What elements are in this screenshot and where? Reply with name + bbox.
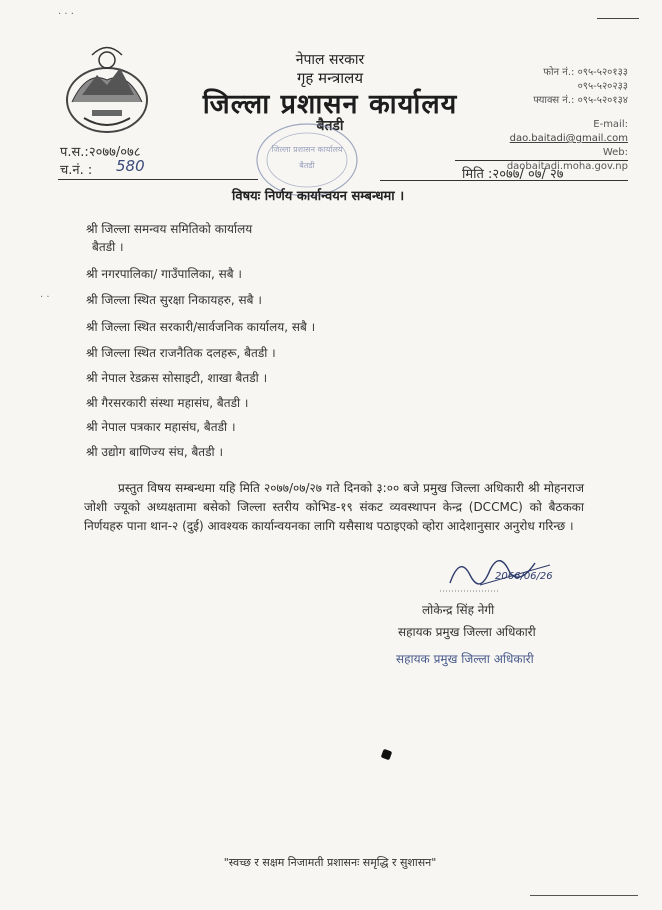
government-name: नेपाल सरकार	[295, 52, 365, 68]
nepal-emblem-icon	[62, 40, 152, 136]
district-name: बैतडी	[316, 118, 344, 134]
top-rule	[597, 18, 639, 19]
recipient-line: श्री जिल्ला स्थित सुरक्षा निकायहरु, सबै ।	[86, 293, 262, 307]
recipient-line: श्री उद्योग बाणिज्य संघ, बैतडी ।	[86, 445, 224, 459]
scan-marks: · ·	[40, 292, 50, 303]
reference-number: प.स.:२०७७/०७८	[60, 145, 141, 160]
recipient-line: श्री जिल्ला समन्वय समितिको कार्यालय	[86, 222, 253, 236]
fax-label: फ्याक्स नं.:	[533, 95, 575, 106]
web-label: Web:	[602, 147, 628, 158]
fax-line	[500, 94, 628, 108]
letter-date: मिति :२०७७/ ०७/ २७	[462, 167, 564, 182]
contact-block	[500, 66, 628, 174]
phone-line-2	[500, 80, 628, 94]
recipient-line: श्री नेपाल रेडक्रस सोसाइटी, शाखा बैतडी ।	[86, 371, 268, 385]
date-top-rule	[455, 160, 628, 161]
phone-number-1: ०९५-५२०१३३	[577, 67, 628, 78]
stamp-line-1: जिल्ला प्रशासन कार्यालय	[271, 145, 343, 154]
recipient-line: बैतडी ।	[92, 240, 124, 254]
letter-body: प्रस्तुत विषय सम्बन्धमा यहि मिति २०७७/०७/२७ गते दिनको ३:०० बजे प्रमुख जिल्ला अधिकारी श्री मोहनराज जोशी ज्यूको अध्यक्षतामा बसेको जिल्ला स्तरीय कोभिड-१९ संकट व्यवस्थापन केन्द्र (DCCMC) को बैठकका निर्णयहरु पाना थान-२ (दुई) आवश्यक कार्यान्वयनका लागि यसैसाथ पठाइएको व्होरा आदेशानुसार अनुरोध गरिन्छ ।	[84, 481, 584, 533]
recipient-line: श्री गैरसरकारी संस्था महासंघ, बैतडी ।	[86, 396, 249, 410]
ref-rule	[58, 179, 258, 180]
recipient-line: श्री जिल्ला स्थित सरकारी/सार्वजनिक कार्यालय, सबै ।	[86, 320, 316, 334]
signatory-name: लोकेन्द्र सिंह नेगी	[422, 603, 495, 617]
dispatch-number: 580	[116, 157, 145, 175]
email-link[interactable]: dao.baitadi@gmail.com	[509, 133, 628, 144]
footer-motto: "स्वच्छ र सक्षम निजामती प्रशासनः समृद्धि र सुशासन"	[223, 856, 437, 869]
recipient-line: श्री जिल्ला स्थित राजनैतिक दलहरू, बैतडी ।	[86, 346, 276, 360]
email-label: E-mail:	[593, 119, 628, 130]
signature-date: 2066/06/26	[495, 571, 553, 582]
ministry-name: गृह मन्त्रालय	[296, 69, 364, 87]
web-link[interactable]: daobaitadi.moha.gov.np	[506, 161, 628, 172]
dispatch-label: च.नं. :	[60, 163, 93, 178]
email-line	[500, 118, 628, 146]
scan-marks: · · ·	[58, 9, 74, 20]
fax-number: ०९५-५२०१३४	[577, 95, 628, 106]
signatory-stamp: सहायक प्रमुख जिल्ला अधिकारी	[396, 652, 534, 666]
recipient-line: श्री नगरपालिका/ गाउँपालिका, सबै ।	[86, 267, 242, 281]
bottom-rule	[530, 895, 638, 896]
phone-label: फोन नं.:	[543, 67, 575, 78]
phone-number-2: ०९५-५२०२३३	[577, 81, 628, 92]
letter-subject: विषयः निर्णय कार्यान्वयन सम्बन्धमा ।	[232, 189, 405, 204]
phone-line-1	[500, 66, 628, 80]
office-name: जिल्ला प्रशासन कार्यालय	[202, 89, 458, 120]
handwritten-signature	[440, 545, 560, 595]
recipient-line: श्री नेपाल पत्रकार महासंघ, बैतडी ।	[86, 420, 236, 434]
ink-mark	[381, 749, 393, 761]
signatory-title: सहायक प्रमुख जिल्ला अधिकारी	[398, 625, 536, 639]
stamp-line-2: बैतडी	[299, 161, 315, 170]
